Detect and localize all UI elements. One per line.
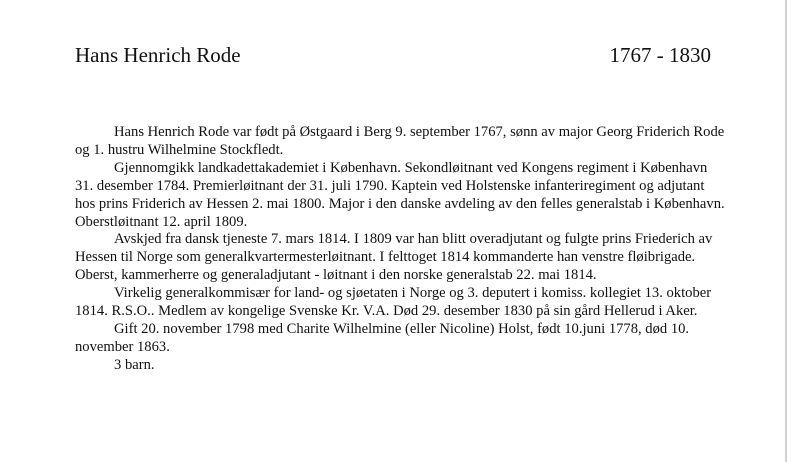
paragraph-career xyxy=(75,160,725,232)
paragraph-birth: Hans Henrich Rode var født på Østgaard i Berg 9. september 1767, sønn av major Georg Friderich Rode og 1. hustru Wilhelmine Stockfledt. xyxy=(75,124,725,158)
paragraph-retirement: Avskjed fra dansk tjeneste 7. mars 1814. I 1809 var han blitt overadjutant og fulgte prins Friederich av Hessen til Norge som generalkvartermesterløitnant. I felttoget 1814 kommanderte han venstre fløibrigade. Oberst, kammerherre og generaladjutant - løitnant i den norske generalstab 22. mai 1814. xyxy=(75,231,713,284)
paragraph-career-text: Gjennomgikk landkadettakademiet i København. Sekondløitnant ved Kongens regiment i København 31. desember 1784. Premierløitnant der 31. juli 1790. Kaptein ved Holstenske infanteriregiment og adjutant hos prins Friderich av Hessen 2. mai 1800. Major i den danske avdeling av den felles generalstab i København. Oberstløitnant 12. april 1809. xyxy=(75,159,725,230)
paragraph-marriage: Gift 20. november 1798 med Charite Wilhelmine (eller Nicoline) Holst, født 10.juni 1778, død 10. november 1863. xyxy=(75,320,690,355)
paragraph-commissioner: Virkelig generalkommisær for land- og sjøetaten i Norge og 3. deputert i komiss. kollegiet 13. oktober 1814. R.S.O.. Medlem av kongelige Svenske Kr. V.A. Død 29. desember 1830 på sin gård Hellerud i Aker. xyxy=(75,285,712,320)
person-name: Hans Henrich Rode xyxy=(75,43,241,67)
life-years: 1767 - 1830 xyxy=(609,43,711,67)
document-header xyxy=(75,41,711,73)
paragraph-children: 3 barn. xyxy=(114,356,155,373)
document-body[interactable] xyxy=(75,124,725,375)
